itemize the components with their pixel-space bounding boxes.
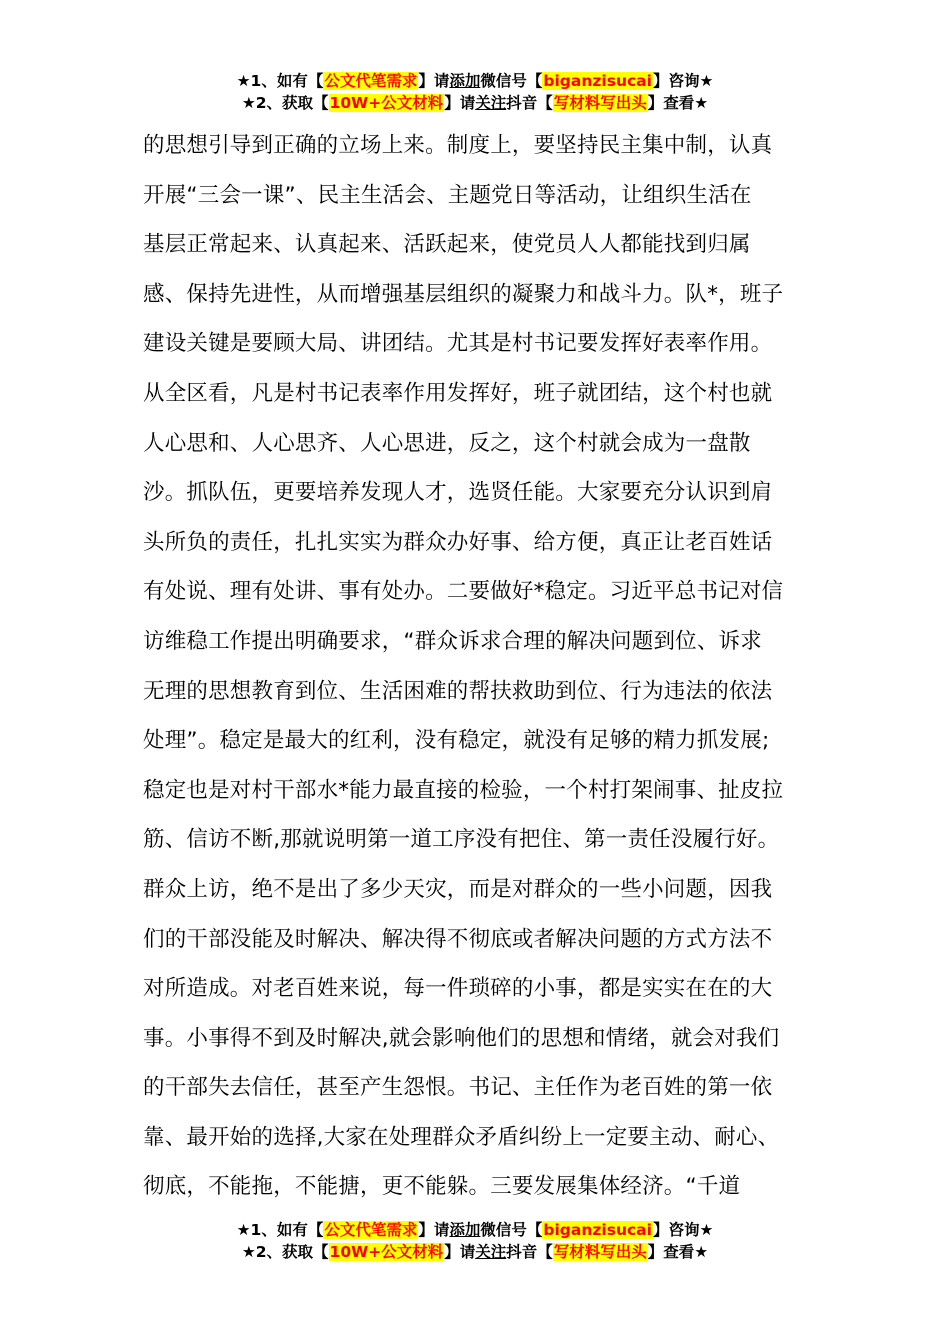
body-line: 彻底，不能拖，不能搪，更不能躲。三要发展集体经济。“千道 (143, 1174, 741, 1200)
body-line: 靠、最开始的选择,大家在处理群众矛盾纠纷上一定要主动、耐心、 (143, 1124, 780, 1150)
banner-highlight: 10W+公文材料 (329, 94, 444, 112)
banner-highlight: 写材料写出头 (553, 94, 647, 112)
banner-highlight: biganzisucai (543, 72, 652, 90)
banner-text: 微信号【 (480, 72, 543, 90)
body-line: 沙。抓队伍，更要培养发现人才，选贤任能。大家要充分认识到肩 (143, 480, 773, 506)
body-line: 人心思和、人心思齐、人心思进，反之，这个村就会成为一盘散 (143, 430, 751, 456)
banner-line-1 (0, 70, 950, 92)
banner-text: ★1、如有【 (236, 72, 324, 90)
banner-text: ★2、获取【 (241, 94, 329, 112)
body-line: 筋、信访不断,那就说明第一道工序没有把住、第一责任没履行好。 (143, 827, 780, 853)
banner-text: 】请 (444, 1243, 476, 1261)
document-body (143, 121, 823, 1212)
banner-underlined-text: 添加 (449, 72, 481, 90)
banner-underlined-text: 添加 (449, 1221, 481, 1239)
banner-highlight: biganzisucai (543, 1221, 652, 1239)
banner-text: 】查看★ (647, 94, 709, 112)
banner-highlight: 10W+公文材料 (329, 1243, 444, 1261)
body-line: 感、保持先进性，从而增强基层组织的凝聚力和战斗力。队*，班子 (143, 281, 784, 307)
banner-text: 】请 (418, 1221, 450, 1239)
footer-banner (0, 1219, 950, 1263)
banner-underlined-text: 关注 (475, 1243, 507, 1261)
banner-text: 】请 (418, 72, 450, 90)
body-line: 群众上访，绝不是出了多少天灾，而是对群众的一些小问题，因我 (143, 876, 773, 902)
banner-text: ★2、获取【 (241, 1243, 329, 1261)
banner-highlight: 公文代笔需求 (324, 72, 418, 90)
banner-line-2 (0, 1241, 950, 1263)
banner-text: 抖音【 (506, 1243, 553, 1261)
body-line: 基层正常起来、认真起来、活跃起来，使党员人人都能找到归属 (143, 232, 751, 258)
banner-text: 】查看★ (647, 1243, 709, 1261)
body-line: 处理”。稳定是最大的红利，没有稳定，就没有足够的精力抓发展; (143, 728, 770, 754)
body-line: 访维稳工作提出明确要求，“群众诉求合理的解决问题到位、诉求 (143, 628, 762, 654)
body-line: 的思想引导到正确的立场上来。制度上，要坚持民主集中制，认真 (143, 133, 773, 158)
banner-highlight: 公文代笔需求 (324, 1221, 418, 1239)
body-line: 开展“三会一课”、民主生活会、主题党日等活动，让组织生活在 (143, 182, 752, 208)
banner-text: 】请 (444, 94, 476, 112)
body-line: 有处说、理有处讲、事有处办。二要做好*稳定。习近平总书记对信 (143, 579, 784, 605)
body-line: 从全区看，凡是村书记表率作用发挥好，班子就团结，这个村也就 (143, 380, 773, 406)
banner-underlined-text: 关注 (475, 94, 507, 112)
banner-highlight: 写材料写出头 (553, 1243, 647, 1261)
body-line: 建设关键是要顾大局、讲团结。尤其是村书记要发挥好表率作用。 (143, 331, 773, 357)
body-line: 稳定也是对村干部水*能力最直接的检验，一个村打架闹事、扯皮拉 (143, 777, 784, 803)
banner-line-2 (0, 92, 950, 114)
banner-text: 】咨询★ (652, 72, 714, 90)
body-line: 事。小事得不到及时解决,就会影响他们的思想和情绪，就会对我们 (143, 1025, 780, 1051)
body-line: 的干部失去信任，甚至产生怨恨。书记、主任作为老百姓的第一依 (143, 1075, 773, 1101)
banner-text: 微信号【 (480, 1221, 543, 1239)
body-line: 们的干部没能及时解决、解决得不彻底或者解决问题的方式方法不 (143, 926, 773, 952)
banner-text: 抖音【 (506, 94, 553, 112)
body-line: 对所造成。对老百姓来说，每一件琐碎的小事，都是实实在在的大 (143, 976, 773, 1002)
body-line: 无理的思想教育到位、生活困难的帮扶救助到位、行为违法的依法 (143, 678, 773, 704)
banner-text: 】咨询★ (652, 1221, 714, 1239)
header-banner (0, 70, 950, 114)
banner-line-1 (0, 1219, 950, 1241)
banner-text: ★1、如有【 (236, 1221, 324, 1239)
body-line: 头所负的责任，扎扎实实为群众办好事、给方便，真正让老百姓话 (143, 529, 773, 555)
